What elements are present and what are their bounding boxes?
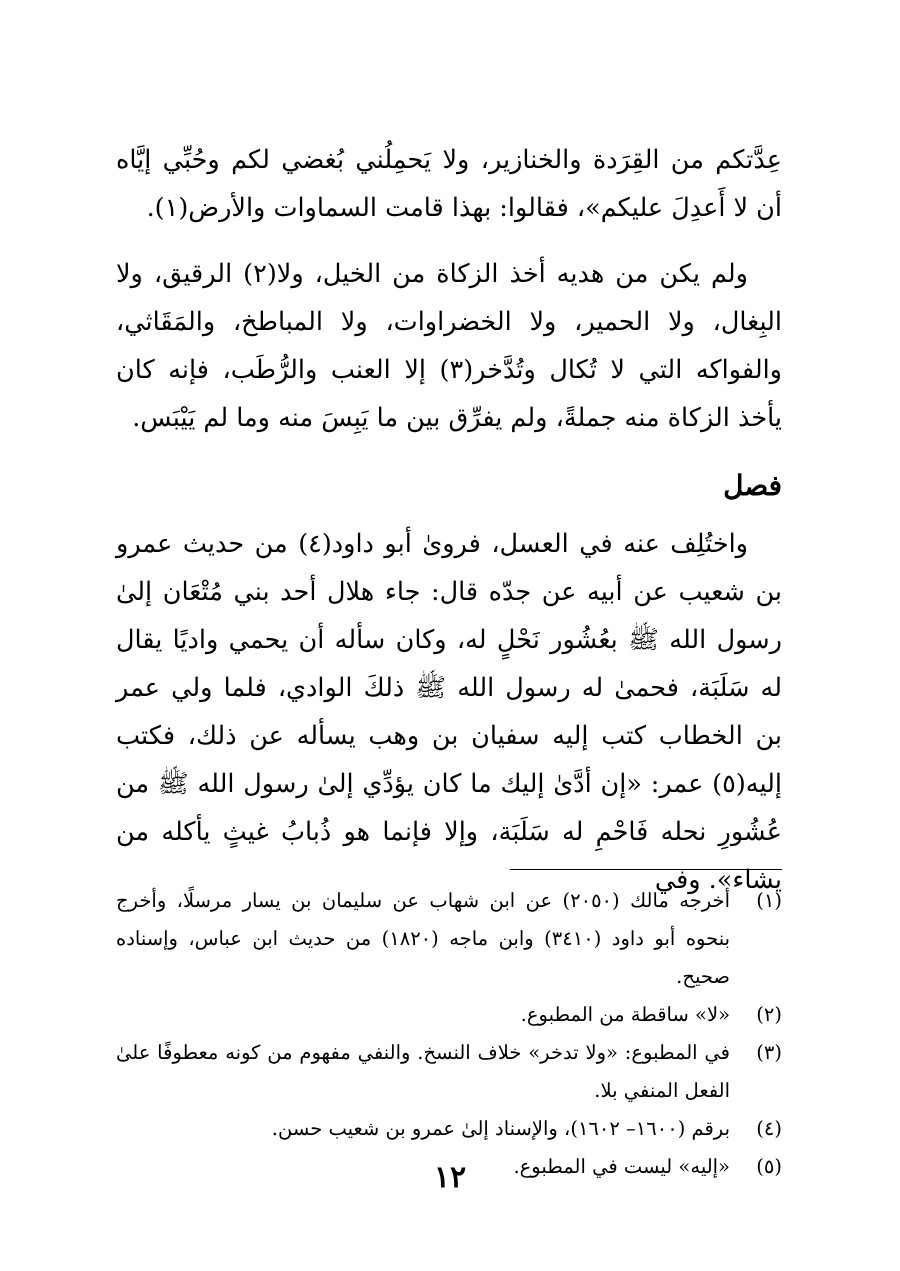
footnote-1: [116, 882, 782, 996]
footnote-number: (١): [756, 889, 782, 912]
footnote-text: برقم (١٦٠٠– ١٦٠٢)، والإسناد إلىٰ عمرو بن شعيب حسن.: [271, 1117, 730, 1140]
footnote-text: أخرجه مالك (٢٠٥٠) عن ابن شهاب عن سليمان بن يسار مرسلًا، وأخرج بنحوه أبو داود (٣٤١٠) وابن ماجه (١٨٢٠) من حديث ابن عباس، وإسناده صحيح.: [116, 889, 731, 988]
paragraph-3: واختُلِف عنه في العسل، فروىٰ أبو داود(٤) من حديث عمرو بن شعيب عن أبيه عن جدّه قال: جاء هلال أحد بني مُتْعَان إلىٰ رسول الله ﷺ بعُشُور نَحْلٍ له، وكان سأله أن يحمي واديًا يقال له سَلَبَة، فحمىٰ له رسول الله ﷺ ذلكَ الوادي، فلما ولي عمر بن الخطاب كتب إليه سفيان بن وهب يسأله عن ذلك، فكتب إليه(٥) عمر: «إن أدَّىٰ إليك ما كان يؤدِّي إلىٰ رسول الله ﷺ من عُشُورِ نحله فَاحْمِ له سَلَبَة، وإلا فإنما هو ذُبابُ غيثٍ يأكله من يشاء». وفي: [116, 529, 782, 895]
footnote-number: (٣): [756, 1041, 782, 1064]
section-heading: فصل: [723, 469, 782, 502]
footnote-separator: [510, 869, 782, 870]
footnote-text: في المطبوع: «ولا تدخر» خلاف النسخ. والنفي مفهوم من كونه معطوفًا علىٰ الفعل المنفي بلا.: [116, 1041, 730, 1102]
footnote-number: (٥): [756, 1155, 782, 1178]
footnote-number: (٢): [756, 1003, 782, 1026]
page-number: ١٢: [433, 1160, 467, 1195]
main-text: [116, 136, 782, 922]
paragraph-2: ولم يكن من هديه أخذ الزكاة من الخيل، ولا(٢) الرقيق، ولا البِغال، ولا الحمير، ولا الخضراوات، ولا المباطخ، والمَقَاثي، والفواكه التي لا تُكال وتُدَّخر(٣) إلا العنب والرُّطَب، فإنه كان يأخذ الزكاة منه جملةً، ولم يفرِّق بين ما يَبِسَ منه وما لم يَيْبَس.: [116, 259, 782, 433]
footnote-number: (٤): [756, 1117, 782, 1140]
footnotes: [116, 882, 782, 1186]
footnote-2: [116, 996, 782, 1034]
footnote-3: [116, 1034, 782, 1110]
paragraph-1: عِدَّتكم من القِرَدة والخنازير، ولا يَحمِلُني بُغضي لكم وحُبِّي إيَّاه أن لا أَعدِلَ عليكم»، فقالوا: بهذا قامت السماوات والأرض(١).: [116, 145, 782, 223]
footnote-text: «إليه» ليست في المطبوع.: [513, 1155, 730, 1178]
footnote-4: [116, 1110, 782, 1148]
footnote-text: «لا» ساقطة من المطبوع.: [520, 1003, 730, 1026]
